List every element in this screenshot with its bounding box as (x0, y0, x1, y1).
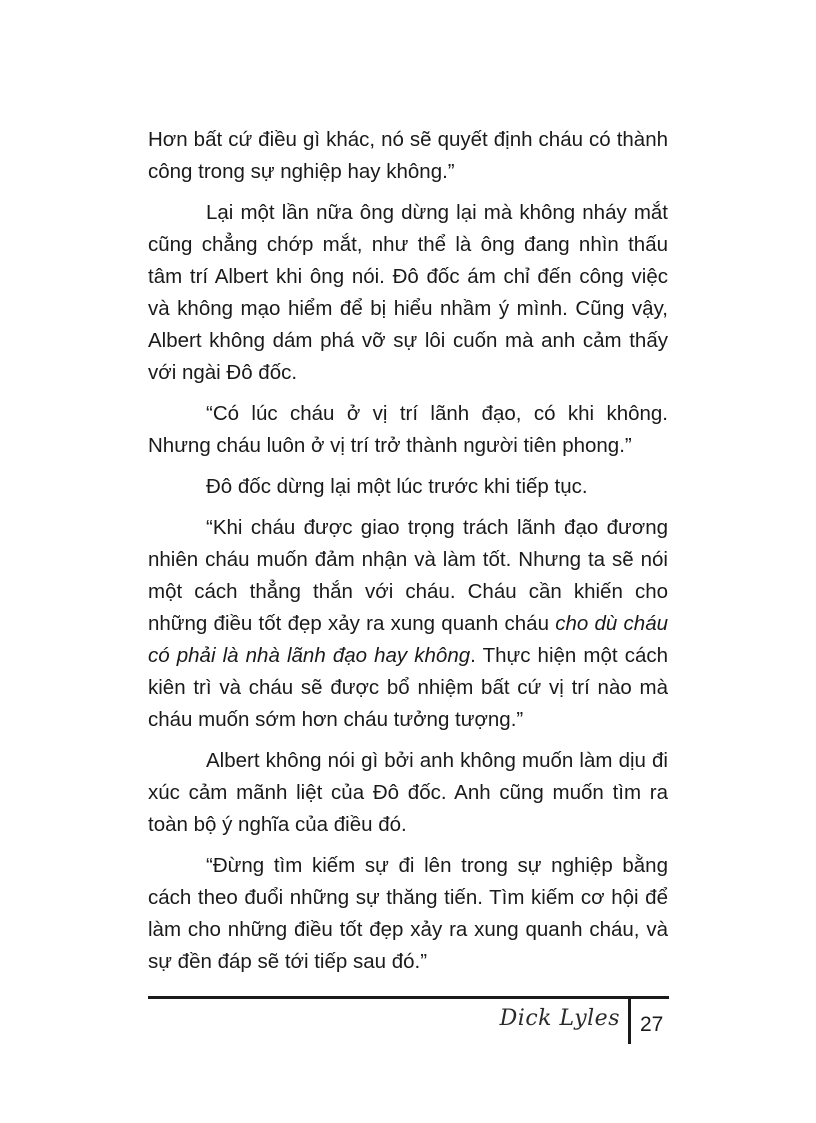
footer-divider (628, 999, 631, 1044)
body-text (148, 124, 668, 987)
paragraph-2: Lại một lần nữa ông dừng lại mà không nháy mắt cũng chẳng chớp mắt, như thể là ông đang nhìn thấu tâm trí Albert khi ông nói. Đô đốc ám chỉ đến công việc và không mạo hiểm để bị hiểu nhầm ý mình. Cũng vậy, Albert không dám phá vỡ sự lôi cuốn mà anh cảm thấy với ngài Đô đốc. (148, 201, 668, 384)
paragraph-1: Hơn bất cứ điều gì khác, nó sẽ quyết định cháu có thành công trong sự nghiệp hay không.” (148, 128, 668, 183)
footer-author: Dick Lyles (499, 1006, 620, 1031)
footer-rule (148, 996, 669, 999)
paragraph-5-italic: cho dù cháu có phải là nhà lãnh đạo hay không (148, 612, 668, 667)
paragraph-4: Đô đốc dừng lại một lúc trước khi tiếp tục. (206, 475, 588, 498)
paragraph-6: Albert không nói gì bởi anh không muốn làm dịu đi xúc cảm mãnh liệt của Đô đốc. Anh cũng muốn tìm ra toàn bộ ý nghĩa của điều đó. (148, 749, 668, 836)
paragraph-3: “Có lúc cháu ở vị trí lãnh đạo, có khi không. Nhưng cháu luôn ở vị trí trở thành người tiên phong.” (148, 402, 668, 457)
paragraph-7: “Đừng tìm kiếm sự đi lên trong sự nghiệp bằng cách theo đuổi những sự thăng tiến. Tìm kiếm cơ hội để làm cho những điều tốt đẹp xảy ra xung quanh cháu, và sự đền đáp sẽ tới tiếp sau đó.” (148, 854, 668, 973)
paragraph-5-start: “Khi cháu được giao trọng trách lãnh đạo đương nhiên cháu muốn đảm nhận và làm tốt. Nhưng ta sẽ nói một cách thẳng thắn với cháu. Cháu cần khiến cho những điều tốt đẹp xảy ra xung quanh cháu (148, 516, 668, 635)
paragraph-5 (148, 512, 668, 736)
paragraph-5-end: . Thực hiện một cách kiên trì và cháu sẽ được bổ nhiệm bất cứ vị trí nào mà cháu muốn sớm hơn cháu tưởng tượng.” (148, 644, 668, 731)
page-number: 27 (640, 1013, 664, 1036)
